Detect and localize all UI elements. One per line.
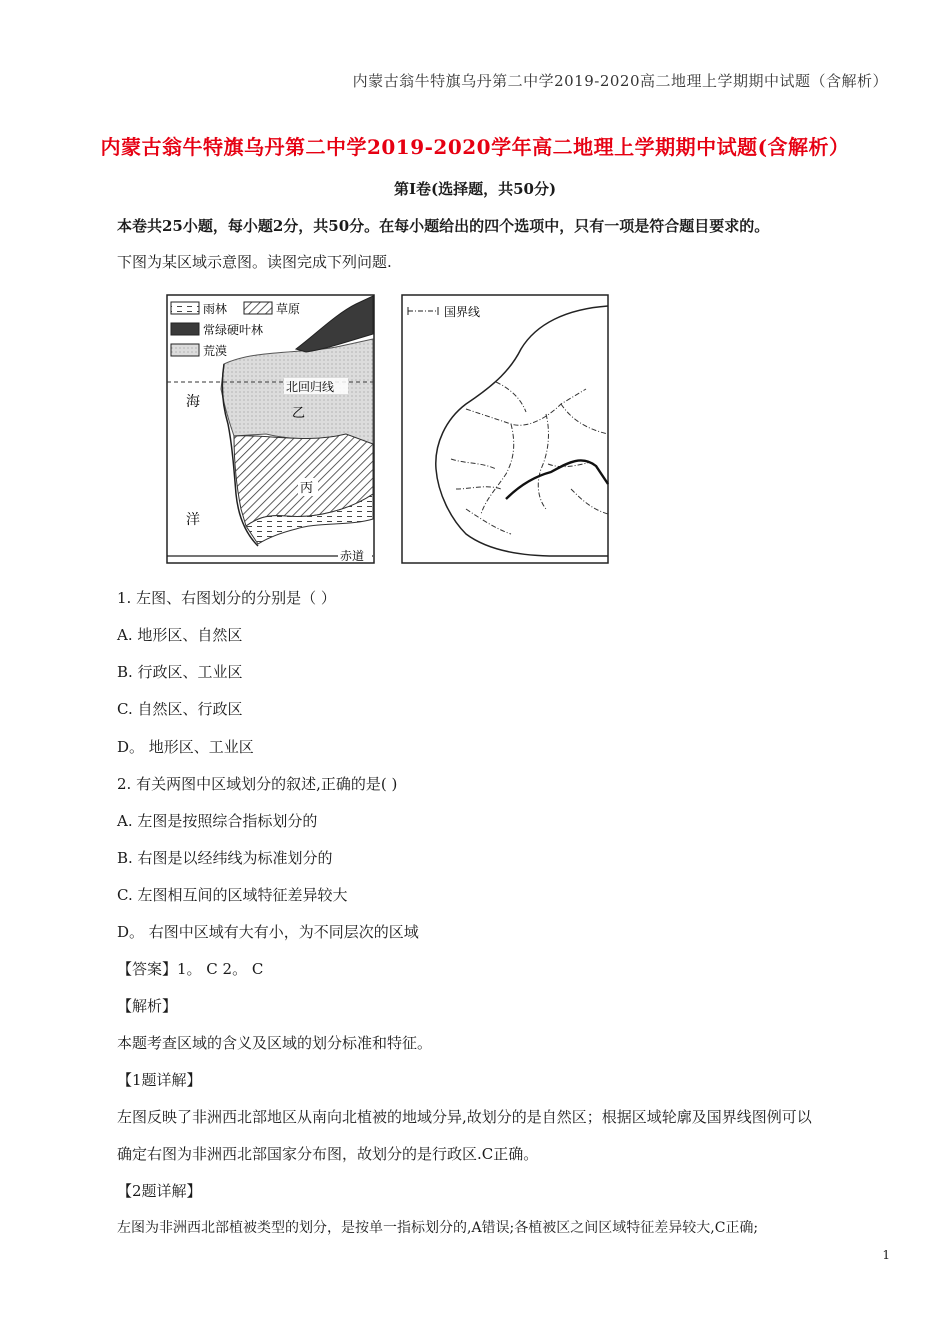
- zone-bing-label: 丙: [300, 481, 314, 496]
- q2-option-a: A. 左图是按照综合指标划分的: [117, 812, 318, 830]
- detail1-heading: 【1题详解】: [117, 1071, 202, 1089]
- q2-stem: 2. 有关两图中区域划分的叙述,正确的是( ): [117, 775, 398, 793]
- q2-option-c: C. 左图相互间的区域特征差异较大: [117, 886, 348, 904]
- instructions: 本卷共25小题，每小题2分，共50分。在每小题给出的四个选项中，只有一项是符合题目要求的。: [117, 217, 770, 235]
- running-header: 内蒙古翁牛特旗乌丹第二中学2019-2020高二地理上学期期中试题（含解析）: [352, 72, 888, 90]
- detail2-heading: 【2题详解】: [117, 1182, 202, 1200]
- legend-boundary: 国界线: [444, 305, 481, 319]
- legend-evergreen: 常绿硬叶林: [203, 323, 264, 337]
- q1-option-c: C. 自然区、行政区: [117, 700, 243, 718]
- figure-intro: 下图为某区域示意图。读图完成下列问题.: [117, 253, 392, 271]
- analysis-intro: 本题考查区域的含义及区域的划分标准和特征。: [117, 1034, 433, 1052]
- detail2-line1: 左图为非洲西北部植被类型的划分，是按单一指标划分的,A错误;各植被区之间区域特征差异较大,C正确;: [117, 1220, 759, 1236]
- q2-option-d: D。 右图中区域有大有小，为不同层次的区域: [117, 923, 419, 941]
- q2-option-b: B. 右图是以经纬线为标准划分的: [117, 849, 333, 867]
- q1-option-d: D。 地形区、工业区: [117, 738, 254, 756]
- ocean-label: 洋: [186, 512, 200, 528]
- sea-label: 海: [186, 394, 200, 410]
- detail1-line1: 左图反映了非洲西北部地区从南向北植被的地域分异,故划分的是自然区；根据区域轮廓及国界线图例可以: [117, 1108, 812, 1126]
- page-number: 1: [882, 1248, 890, 1262]
- left-vegetation-map: [167, 295, 374, 563]
- section-heading: 第Ⅰ卷(选择题，共50分): [393, 180, 557, 198]
- detail1-line2: 确定右图为非洲西北部国家分布图，故划分的是行政区.C正确。: [117, 1145, 539, 1163]
- document-title: 内蒙古翁牛特旗乌丹第二中学2019-2020学年高二地理上学期期中试题(含解析）: [100, 135, 850, 159]
- region-maps: [166, 294, 610, 566]
- legend-grassland: 草原: [276, 302, 301, 316]
- zone-yi-label: 乙: [292, 406, 306, 421]
- legend-desert: 荒漠: [203, 344, 228, 358]
- tropic-label: 北回归线: [286, 380, 335, 394]
- analysis-heading: 【解析】: [117, 997, 178, 1015]
- equator-label: 赤道: [340, 549, 365, 563]
- q1-option-b: B. 行政区、工业区: [117, 663, 243, 681]
- q1-option-a: A. 地形区、自然区: [117, 626, 243, 644]
- legend-rainforest: 雨林: [203, 302, 228, 316]
- answer-line: 【答案】1。 C 2。 C: [117, 960, 264, 978]
- q1-stem: 1. 左图、右图划分的分别是（ ）: [117, 589, 336, 607]
- right-political-map: [402, 295, 608, 563]
